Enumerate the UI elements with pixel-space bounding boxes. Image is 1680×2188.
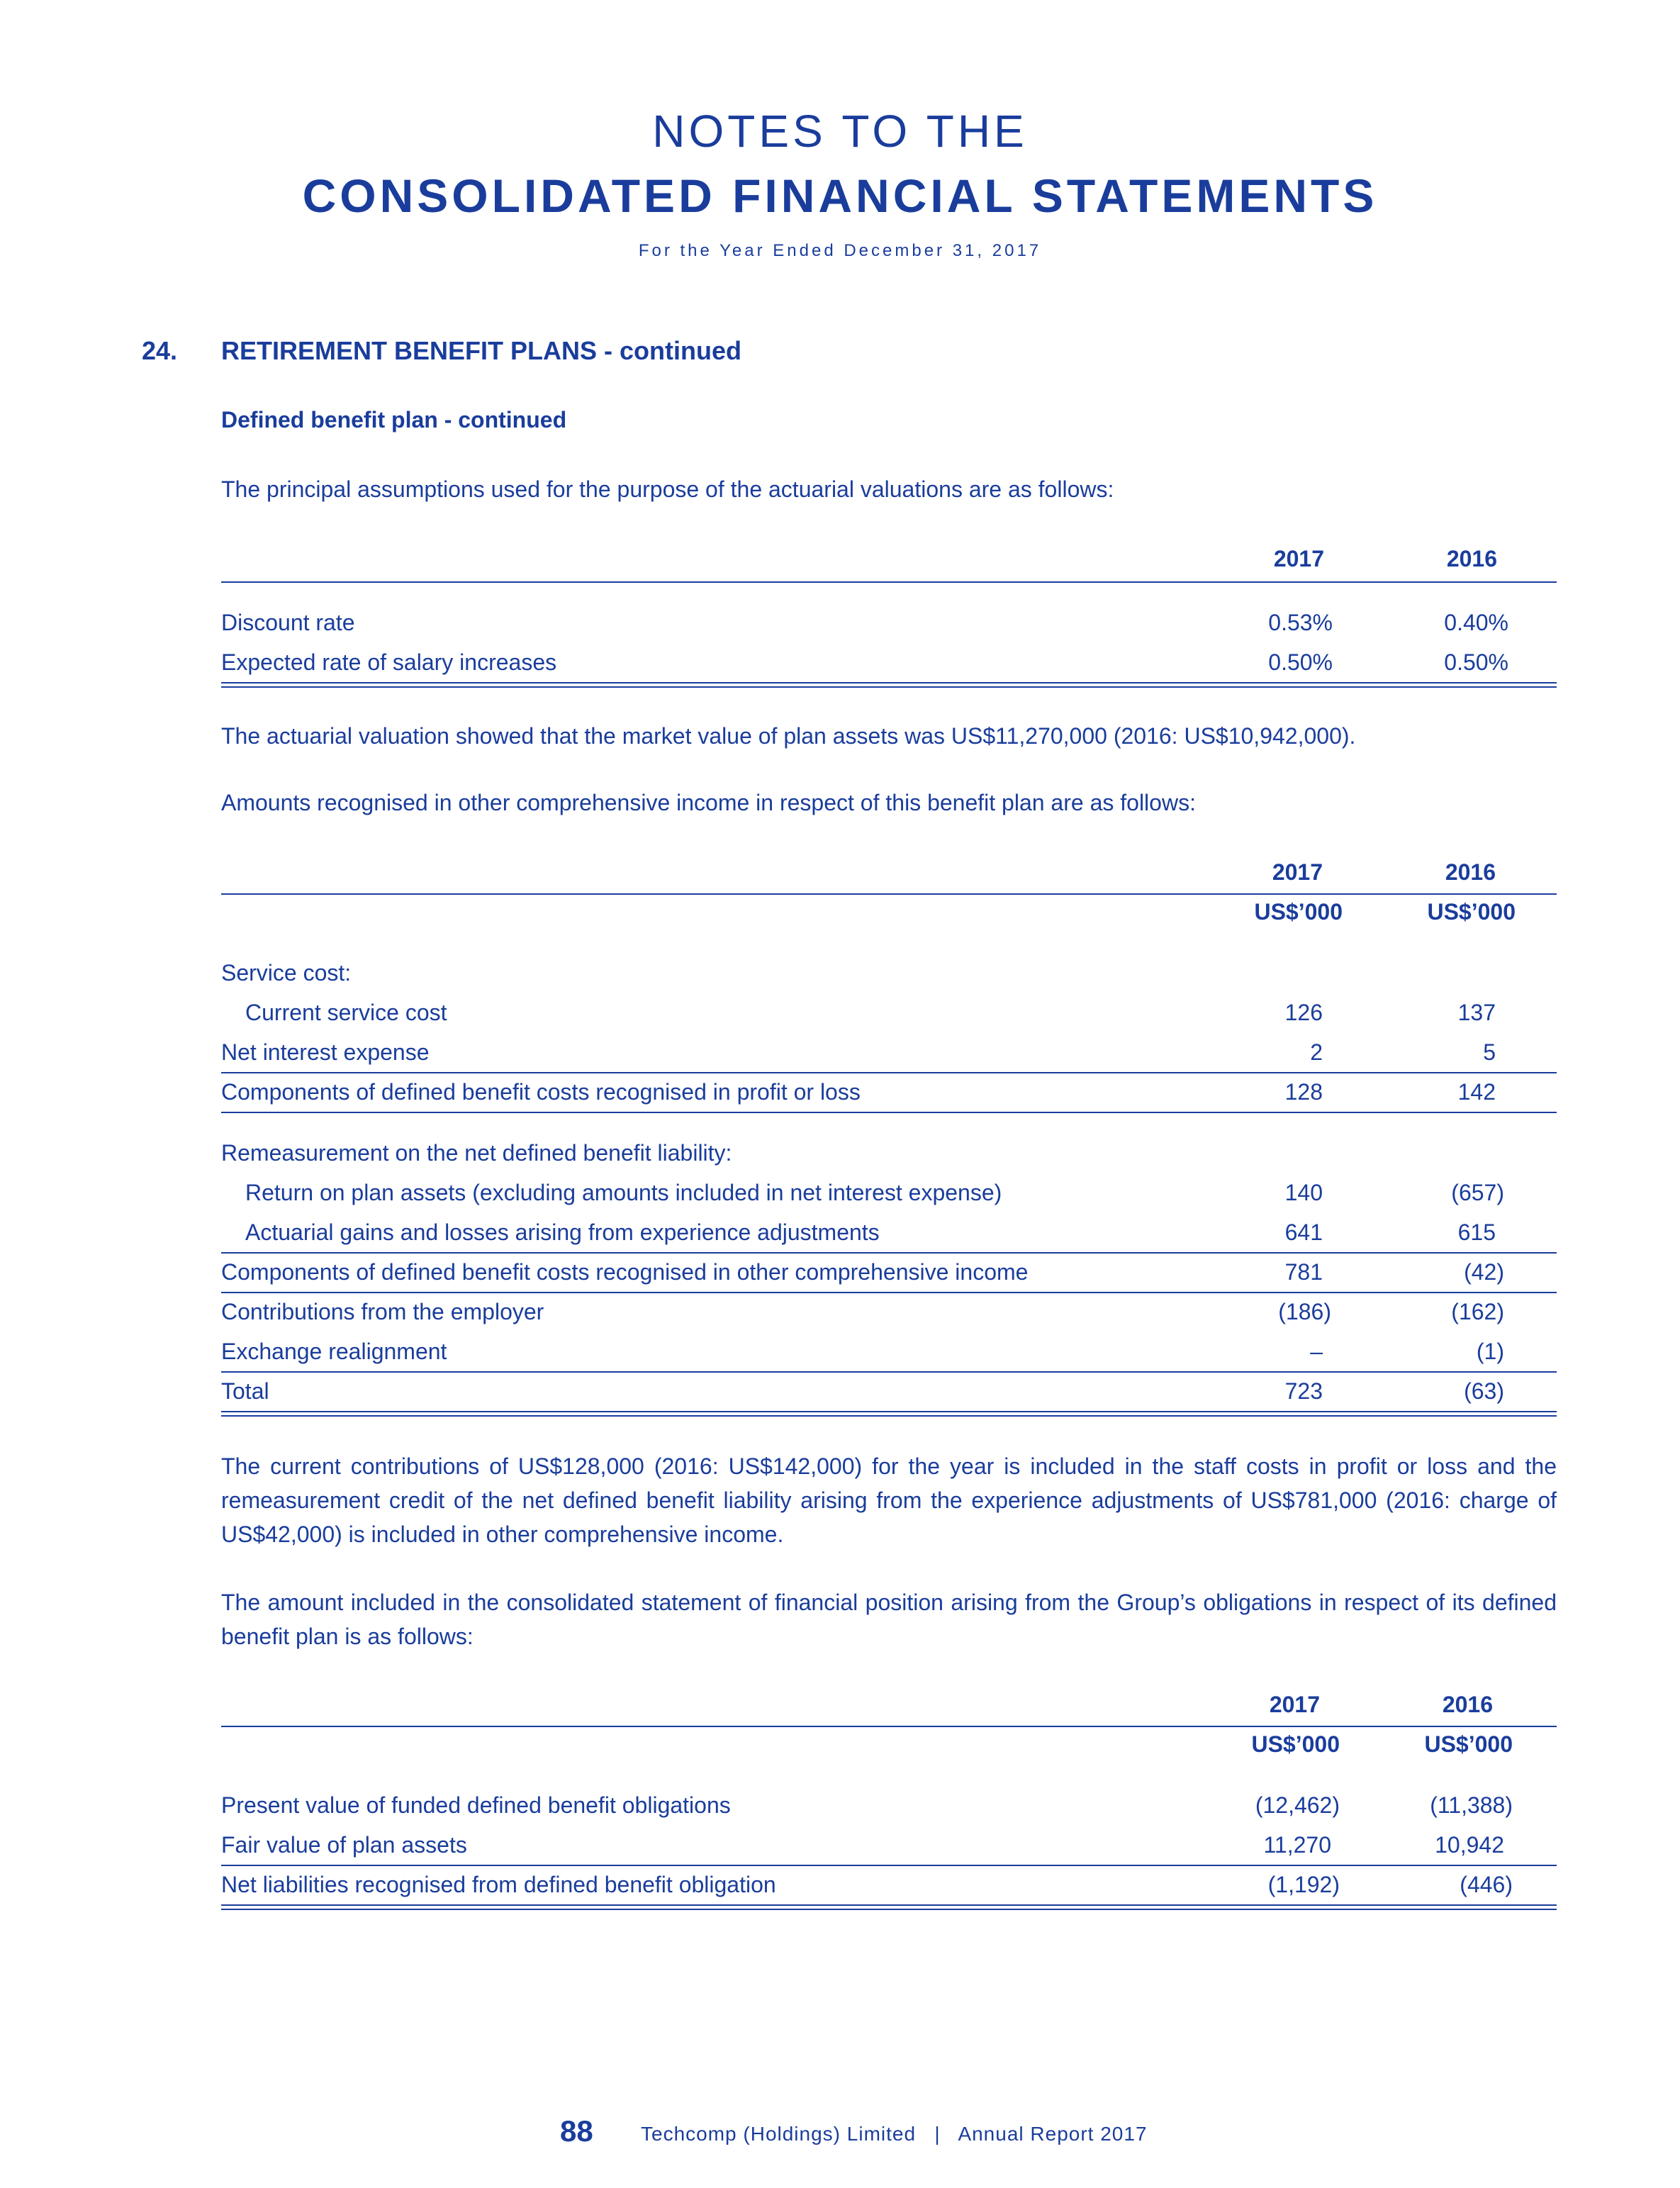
section-title: RETIREMENT BENEFIT PLANS - continued [221, 336, 741, 365]
table-row [221, 649, 1557, 681]
table-row [221, 1219, 1557, 1251]
oci-subtotal-rule [221, 1072, 1557, 1073]
assumptions-col-2017: 2017 [1273, 546, 1324, 571]
row-value-2017: – [1310, 1339, 1323, 1364]
row-label: Present value of funded defined benefit obligations [221, 1792, 731, 1818]
contributions-paragraph: The current contributions of US$128,000 (2016: US$142,000) for the year is included in the staff costs in profit or loss and the remeasurement credit of the net defined benefit liability arising from the experience adjustments of US$781,000 (2016: charge of US$42,000) is included in other comprehensive income. [221, 1453, 1557, 1547]
row-label: Service cost: [221, 960, 352, 986]
row-value-2017: 641 [1284, 1219, 1323, 1245]
table-row [221, 960, 1557, 991]
table-row [221, 610, 1557, 641]
row-label: Net interest expense [221, 1039, 430, 1065]
row-value-2016: 142 [1457, 1079, 1496, 1105]
row-value-2017: 128 [1284, 1079, 1323, 1105]
row-value-2016: 615 [1457, 1219, 1496, 1245]
page-number: 88 [560, 2114, 593, 2148]
section-subtitle: Defined benefit plan - continued [221, 407, 567, 432]
position-subtotal-rule [221, 1865, 1557, 1866]
row-label: Total [221, 1378, 269, 1404]
row-label: Remeasurement on the net defined benefit liability: [221, 1140, 732, 1166]
row-label: Return on plan assets (excluding amounts included in net interest expense) [245, 1180, 1002, 1205]
table-row [221, 1079, 1557, 1110]
row-label: Fair value of plan assets [221, 1832, 467, 1858]
row-value-2017: 11,270 [1263, 1832, 1331, 1858]
header-period: For the Year Ended December 31, 2017 [638, 241, 1042, 260]
row-value-2016: (1) [1476, 1339, 1504, 1364]
row-value-2016: (63) [1464, 1378, 1504, 1404]
row-label: Expected rate of salary increases [221, 649, 557, 675]
row-label: Net liabilities recognised from defined benefit obligation [221, 1872, 776, 1897]
row-value-2016: 137 [1457, 1000, 1496, 1025]
header-notes-to-the: NOTES TO THE [652, 106, 1028, 157]
oci-pl-rule [221, 1112, 1557, 1113]
table-row [221, 1378, 1557, 1410]
row-value-2016: (446) [1460, 1872, 1513, 1897]
row-value-2016: 10,942 [1435, 1832, 1504, 1858]
row-value-2017: 781 [1284, 1259, 1323, 1285]
table-row [221, 1339, 1557, 1370]
oci-col-2017: 2017 [1272, 859, 1323, 885]
oci-header-row [221, 859, 1557, 891]
oci-total-top-rule [221, 1371, 1557, 1373]
table-row [221, 1259, 1557, 1290]
row-label: Actuarial gains and losses arising from experience adjustments [245, 1219, 880, 1245]
footer-report-name: Techcomp (Holdings) Limited | Annual Report 2017 [641, 2123, 1148, 2145]
row-value-2017: (1,192) [1267, 1872, 1340, 1897]
row-value-2017: 126 [1284, 1000, 1323, 1025]
row-value-2016: 5 [1483, 1039, 1496, 1065]
table-row [221, 1792, 1557, 1824]
row-value-2016: 0.50% [1444, 649, 1508, 675]
header-title: CONSOLIDATED FINANCIAL STATEMENTS [302, 169, 1378, 222]
row-value-2016: 0.40% [1444, 610, 1508, 635]
row-value-2017: 0.53% [1268, 610, 1333, 635]
row-label: Contributions from the employer [221, 1299, 544, 1324]
assumptions-total-rule [221, 682, 1557, 688]
table-row [221, 1140, 1557, 1171]
row-value-2016: (162) [1451, 1299, 1504, 1324]
assumptions-col-2016: 2016 [1446, 546, 1497, 571]
position-col-2017: 2017 [1269, 1692, 1320, 1717]
oci-col-2016: 2016 [1445, 859, 1496, 885]
table-row [221, 1872, 1557, 1903]
row-value-2016: (42) [1464, 1259, 1504, 1285]
oci-unit-row [221, 899, 1557, 930]
financial-position-paragraph: The amount included in the consolidated statement of financial position arising from the Group’s obligations in respect of its defined benefit plan is as follows: [221, 1590, 1557, 1649]
row-label: Exchange realignment [221, 1339, 447, 1364]
oci-unit-2017: US$’000 [1254, 899, 1343, 925]
row-label: Components of defined benefit costs recognised in other comprehensive income [221, 1259, 1029, 1285]
assumptions-header-row [221, 546, 1557, 577]
row-value-2016: (657) [1451, 1180, 1504, 1205]
assumptions-intro: The principal assumptions used for the purpose of the actuarial valuations are as follows: [221, 476, 1114, 502]
position-col-2016: 2016 [1442, 1692, 1493, 1717]
position-unit-2016: US$’000 [1424, 1731, 1513, 1757]
table-row [221, 1039, 1557, 1071]
oci-total-double-rule [221, 1411, 1557, 1417]
row-label: Discount rate [221, 610, 355, 635]
position-header-rule [221, 1726, 1557, 1727]
oci-intro-paragraph: Amounts recognised in other comprehensive income in respect of this benefit plan are as follows: [221, 790, 1196, 815]
position-unit-row [221, 1731, 1557, 1763]
actuarial-valuation-paragraph: The actuarial valuation showed that the market value of plan assets was US$11,270,000 (2016: US$10,942,000). [221, 723, 1356, 749]
section-number: 24. [142, 336, 178, 365]
oci-unit-2016: US$’000 [1427, 899, 1516, 925]
position-total-double-rule [221, 1904, 1557, 1910]
row-value-2017: 140 [1284, 1180, 1323, 1205]
row-label: Current service cost [245, 1000, 447, 1025]
row-value-2017: (12,462) [1255, 1792, 1340, 1818]
row-label: Components of defined benefit costs recognised in profit or loss [221, 1079, 861, 1105]
table-row [221, 1299, 1557, 1330]
oci-remeasure-rule [221, 1252, 1557, 1254]
row-value-2017: 2 [1310, 1039, 1323, 1065]
table-row [221, 1000, 1557, 1031]
table-row [221, 1832, 1557, 1863]
row-value-2016: (11,388) [1430, 1792, 1513, 1818]
row-value-2017: 723 [1284, 1378, 1323, 1404]
oci-oci-rule [221, 1292, 1557, 1293]
oci-header-rule [221, 893, 1557, 895]
position-header-row [221, 1692, 1557, 1723]
table-row [221, 1180, 1557, 1211]
row-value-2017: (186) [1278, 1299, 1331, 1324]
assumptions-header-rule [221, 581, 1557, 583]
row-value-2017: 0.50% [1268, 649, 1333, 675]
position-unit-2017: US$’000 [1251, 1731, 1340, 1757]
